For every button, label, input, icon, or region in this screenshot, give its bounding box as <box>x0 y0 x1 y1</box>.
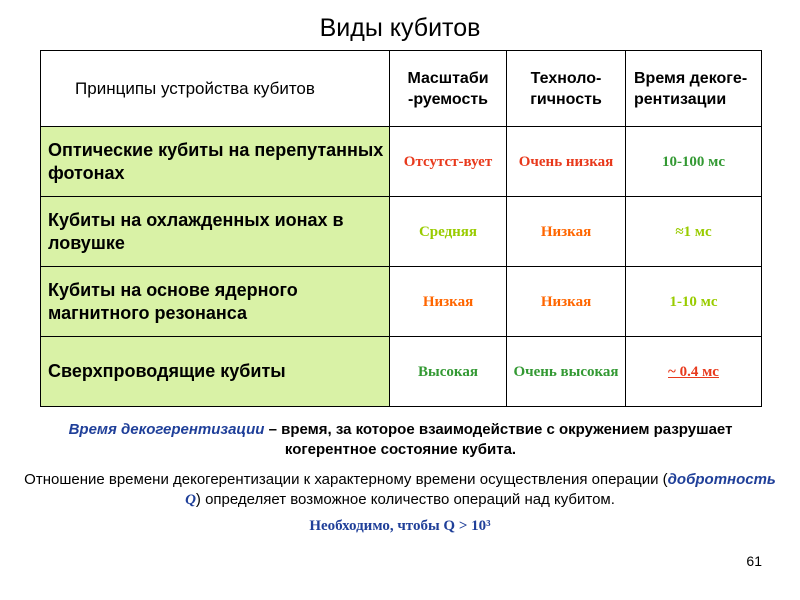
table-row <box>41 127 762 197</box>
ratio-text-1: Отношение времени декогерентизации к характерному времени осуществления операции ( <box>24 471 668 488</box>
requirement-note: Необходимо, чтобы Q > 10³ <box>309 518 491 534</box>
header-technology: Техноло-гичность <box>507 51 626 127</box>
slide-title: Виды кубитов <box>319 14 481 42</box>
table-row <box>41 197 762 267</box>
definition-text: – время, за которое взаимодействие с окружением разрушает когерентное состояние кубита. <box>264 421 733 458</box>
table-row <box>41 337 762 407</box>
scalability-value: Отсутст-вует <box>390 127 507 197</box>
header-principles: Принципы устройства кубитов <box>41 51 390 127</box>
quality-factor-note <box>20 470 780 510</box>
ratio-symbol: Q <box>185 492 196 508</box>
decoherence-value: 1-10 мс <box>626 267 762 337</box>
technology-value: Очень низкая <box>507 127 626 197</box>
row-label: Оптические кубиты на перепутанных фотонах <box>41 127 390 197</box>
decoherence-value: ~ 0.4 мс <box>626 337 762 407</box>
header-scalability: Масштаби -руемость <box>390 51 507 127</box>
scalability-value: Низкая <box>390 267 507 337</box>
decoherence-definition <box>40 420 761 460</box>
technology-value: Очень высокая <box>507 337 626 407</box>
ratio-text-2: ) определяет возможное количество операций над кубитом. <box>195 491 615 508</box>
page-number: 61 <box>746 553 762 569</box>
qubit-types-table <box>40 50 762 407</box>
header-decoherence-time: Время декоге-рентизации <box>626 51 762 127</box>
technology-value: Низкая <box>507 267 626 337</box>
table-row <box>41 267 762 337</box>
decoherence-value: ≈1 мс <box>626 197 762 267</box>
decoherence-value: 10-100 мс <box>626 127 762 197</box>
row-label: Кубиты на охлажденных ионах в ловушке <box>41 197 390 267</box>
ratio-term: добротность <box>667 471 776 488</box>
scalability-value: Высокая <box>390 337 507 407</box>
row-label: Сверхпроводящие кубиты <box>41 337 390 407</box>
definition-term: Время декогерентизации <box>68 421 265 438</box>
table-header-row <box>41 51 762 127</box>
scalability-value: Средняя <box>390 197 507 267</box>
technology-value: Низкая <box>507 197 626 267</box>
row-label: Кубиты на основе ядерного магнитного резонанса <box>41 267 390 337</box>
